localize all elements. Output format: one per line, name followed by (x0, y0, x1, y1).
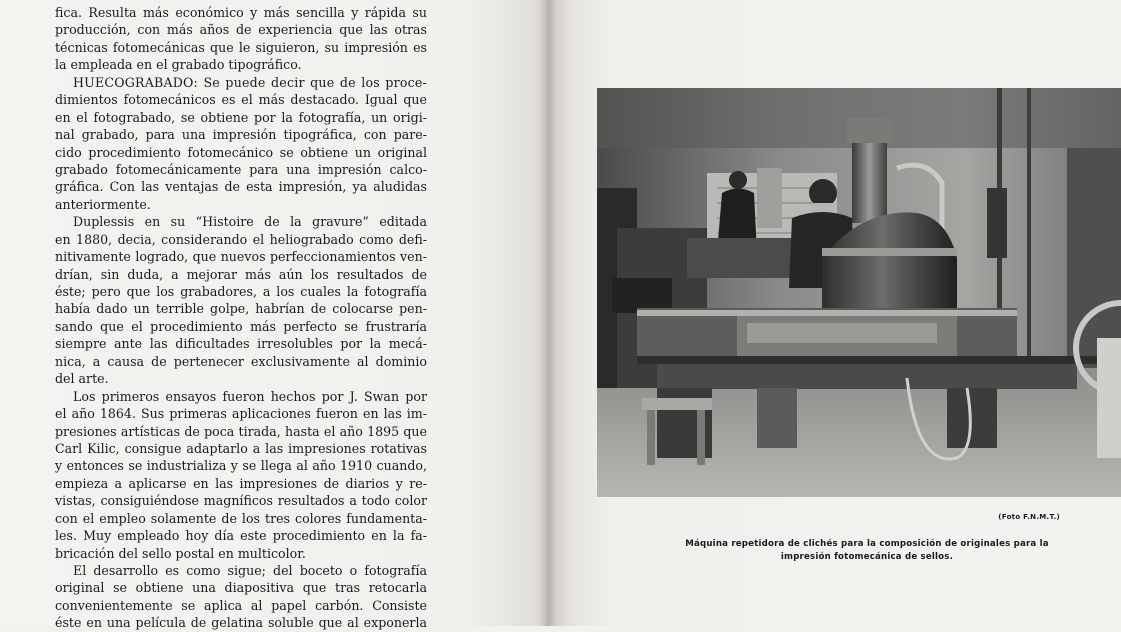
text-line: éste; pero que los grabadores, a los cuales la fotografía (55, 284, 427, 299)
text-line: producción, con más años de experiencia que las otras (55, 22, 427, 38)
text-line: había dado un terrible golpe, habrían de colocarse pen- (55, 301, 427, 317)
text-line: drían, sin duda, a mejorar más aún los resultados de (55, 266, 427, 282)
photo-caption (672, 538, 1062, 564)
text-line: técnicas fotomecánicas que le siguieron, su impresión es (55, 39, 427, 55)
book-gutter (540, 0, 556, 626)
text-line: bricación del sello postal en multicolor. (55, 545, 306, 561)
text-line: en el fotograbado, se obtiene por la fotografía, un origi- (55, 109, 427, 125)
text-line: les. Muy empleado hoy día este procedimiento en la fa- (55, 528, 427, 544)
section-heading-line: HUECOGRABADO: Se puede decir que de los proce- (73, 74, 427, 90)
text-line: gráfica. Con las ventajas de esta impresión, ya aludidas (55, 179, 427, 195)
text-line: con el empleo solamente de los tres colores fundamenta- (55, 510, 427, 526)
text-line: Carl Kilic, consigue adaptarlo a las impresiones rotativas (55, 440, 427, 456)
caption-line: Máquina repetidora de clichés para la composición de originales para la (685, 539, 1049, 549)
text-line: siempre ante las dificultades irresolubles por la mecá- (55, 336, 427, 352)
text-line: cido procedimiento fotomecánico se obtiene un original (55, 144, 427, 160)
text-line: El desarrollo es como sigue; del boceto o fotografía (73, 563, 427, 578)
text-line: empieza a aplicarse en las impresiones de diarios y re- (55, 475, 427, 491)
body-text (55, 4, 427, 632)
text-line: nal grabado, para una impresión tipográfica, con pare- (55, 127, 427, 143)
text-line: en 1880, decia, considerando el heliograbado como defi- (55, 231, 427, 247)
text-line: Los primeros ensayos fueron hechos por J. Swan por (73, 388, 427, 404)
text-line: Duplessis en su “Histoire de la gravure” editada (73, 214, 427, 230)
text-line: sando que el procedimiento más perfecto se frustraría (55, 318, 427, 334)
text-line: dimientos fotomecánicos es el más destacado. Igual que (55, 92, 427, 108)
text-line: nica, a causa de pertenecer exclusivamente al dominio (55, 353, 427, 369)
text-line: grabado fotomecánicamente para una impresión calco- (55, 161, 427, 177)
text-line: la empleada en el grabado tipográfico. (55, 57, 302, 73)
photo-credit: (Foto F.N.M.T.) (998, 513, 1060, 521)
text-line: del arte. (55, 371, 109, 387)
machine-photograph (597, 88, 1121, 497)
text-line: éste en una película de gelatina soluble que al exponerla (55, 615, 427, 631)
text-line: original se obtiene una diapositiva que tras retocarla (55, 580, 427, 596)
text-line: y entonces se industrializa y se llega al año 1910 cuando, (55, 458, 427, 474)
text-line: el año 1864. Sus primeras aplicaciones fueron en las im- (55, 406, 427, 422)
caption-line: impresión fotomecánica de sellos. (780, 552, 954, 562)
text-line: fica. Resulta más económico y más sencilla y rápida su (55, 5, 427, 20)
text-line: convenientemente se aplica al papel carbón. Consiste (55, 597, 427, 613)
text-line: presiones artísticas de poca tirada, hasta el año 1895 que (55, 423, 427, 439)
text-line: vistas, consiguiéndose magníficos resultados a todo color (55, 493, 427, 509)
text-line: anteriormente. (55, 196, 151, 212)
text-line: nitivamente logrado, que nuevos perfeccionamientos ven- (55, 249, 427, 265)
